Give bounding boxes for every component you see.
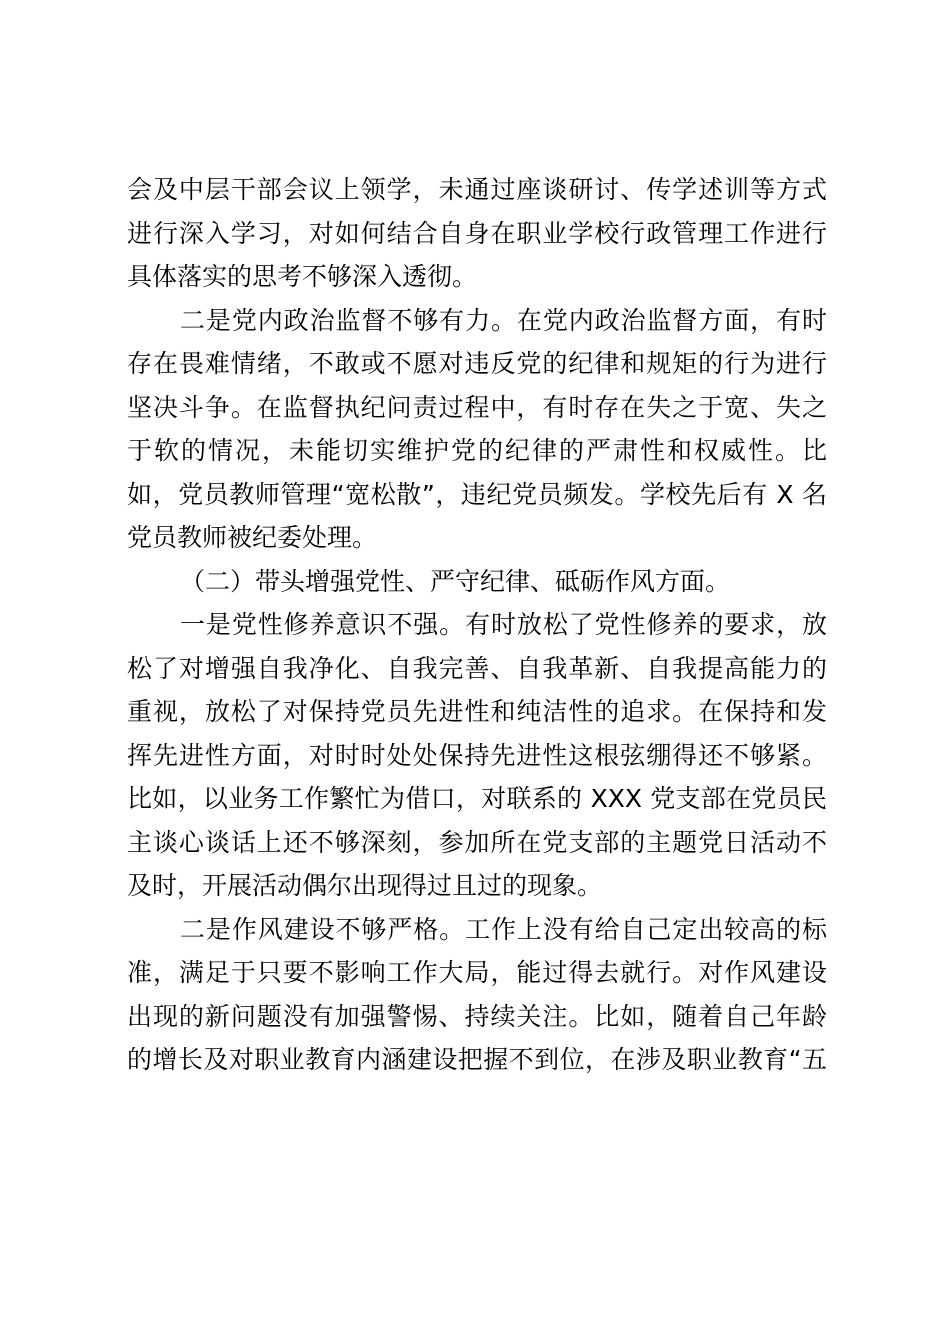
text-line: 及时，开展活动偶尔出现得过且过的现象。: [127, 871, 603, 900]
text-line: 准，满足于只要不影响工作大局，能过得去就行。对作风建设: [127, 958, 827, 987]
paragraph-first-line: 二是党内政治监督不够有力。在党内政治监督方面，有时: [180, 305, 827, 335]
text-line: 进行深入学习，对如何结合自身在职业学校行政管理工作进行: [127, 218, 827, 248]
text-line: 比如，以业务工作繁忙为借口，对联系的 XXX 党支部在党员民: [127, 784, 827, 813]
section-heading: （二）带头增强党性、严守纪律、砥砺作风方面。: [180, 566, 731, 596]
text-line: 于软的情况，未能切实维护党的纪律的严肃性和权威性。比: [127, 436, 827, 465]
text-line: 挥先进性方面，对时时处处保持先进性这根弦绷得还不够紧。: [127, 740, 827, 770]
text-line: 存在畏难情绪，不敢或不愿对违反党的纪律和规矩的行为进行: [127, 349, 827, 378]
paragraph-first-line: 二是作风建设不够严格。工作上没有给自己定出较高的标: [180, 914, 827, 944]
text-line: 党员教师被纪委处理。: [127, 523, 378, 552]
text-line: 出现的新问题没有加强警惕、持续关注。比如，随着自己年龄: [127, 1001, 827, 1031]
text-line: 主谈心谈话上还不够深刻，参加所在党支部的主题党日活动不: [127, 827, 827, 857]
document-body: [127, 168, 827, 1082]
text-line: 的增长及对职业教育内涵建设把握不到位，在涉及职业教育“五: [127, 1045, 827, 1074]
text-line: 会及中层干部会议上领学，未通过座谈研讨、传学述训等方式: [127, 175, 827, 204]
text-line: 如，党员教师管理“宽松散”，违纪党员频发。学校先后有 X 名: [127, 479, 827, 509]
text-line: 松了对增强自我净化、自我完善、自我革新、自我提高能力的: [127, 653, 827, 683]
paragraph-first-line: 一是党性修养意识不强。有时放松了党性修养的要求，放: [180, 610, 827, 639]
text-line: 重视，放松了对保持党员先进性和纯洁性的追求。在保持和发: [127, 697, 827, 726]
text-line: 具体落实的思考不够深入透彻。: [127, 262, 478, 291]
text-line: 坚决斗争。在监督执纪问责过程中，有时存在失之于宽、失之: [127, 392, 827, 422]
